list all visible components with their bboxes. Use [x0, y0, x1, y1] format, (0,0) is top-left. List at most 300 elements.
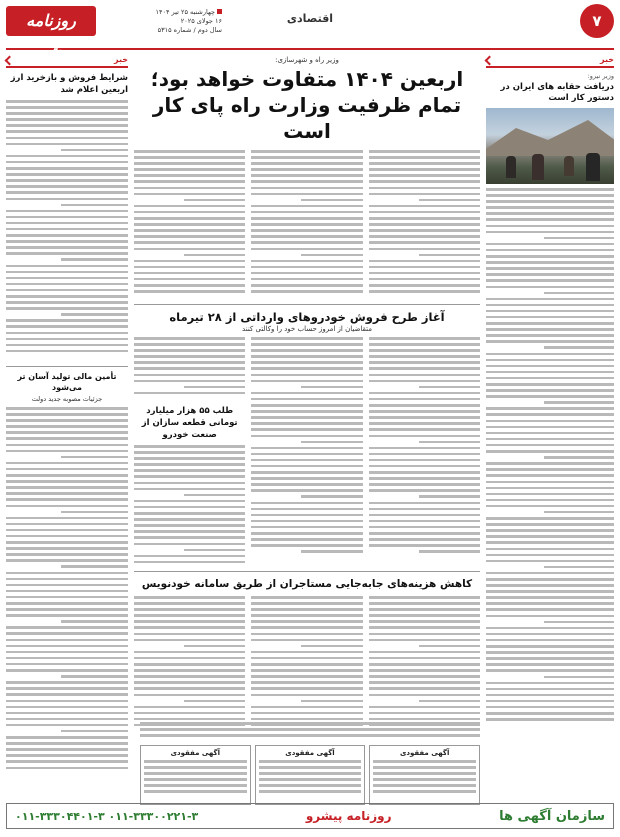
text-line	[486, 322, 614, 325]
text-line	[251, 223, 362, 226]
text-line	[251, 272, 362, 275]
text-line	[486, 334, 614, 337]
text-line	[251, 367, 362, 370]
text-line	[251, 520, 362, 523]
text-line	[6, 307, 128, 310]
text-line	[373, 790, 476, 793]
footer-banner[interactable]	[6, 803, 614, 829]
text-line	[544, 292, 614, 295]
text-line	[486, 340, 614, 343]
text-line	[369, 416, 480, 419]
text-line	[6, 748, 128, 751]
text-line	[251, 266, 362, 269]
text-line	[369, 669, 480, 672]
ad-title: آگهی مفقودی	[170, 749, 221, 757]
text-line	[134, 367, 245, 370]
text-line	[251, 602, 362, 605]
text-line	[6, 706, 128, 709]
page-number: ۷	[580, 4, 614, 38]
text-line	[301, 550, 362, 553]
newspaper-logo[interactable]: روزنامه پیشرو	[6, 6, 96, 36]
text-line	[369, 355, 480, 358]
text-line	[134, 193, 245, 196]
mountain-shape	[486, 116, 614, 156]
text-line	[6, 407, 128, 410]
text-line	[6, 198, 128, 201]
text-line	[486, 353, 614, 356]
text-line	[6, 700, 128, 703]
text-line	[134, 156, 245, 159]
text-line	[6, 450, 128, 453]
text-line	[419, 645, 480, 648]
text-line	[251, 392, 362, 395]
text-line	[251, 626, 362, 629]
text-line	[251, 657, 362, 660]
text-line	[369, 229, 480, 232]
text-line	[544, 511, 614, 514]
text-column	[369, 596, 480, 736]
text-line	[486, 474, 614, 477]
text-line	[251, 361, 362, 364]
text-line	[486, 420, 614, 423]
text-line	[6, 736, 128, 739]
text-line	[369, 477, 480, 480]
text-line	[486, 273, 614, 276]
text-line	[369, 174, 480, 177]
text-line	[6, 712, 128, 715]
text-line	[251, 422, 362, 425]
text-line	[6, 437, 128, 440]
ad-box[interactable]	[255, 745, 366, 805]
text-line	[419, 441, 480, 444]
news-bar	[486, 56, 614, 68]
text-line	[184, 645, 245, 648]
text-line	[369, 180, 480, 183]
text-line	[373, 772, 476, 775]
ad-box[interactable]	[369, 745, 480, 805]
text-line	[419, 386, 480, 389]
text-line	[251, 620, 362, 623]
text-line	[6, 486, 128, 489]
text-line	[134, 706, 245, 709]
sub-kicker: جزئیات مصوبه جدید دولت	[31, 395, 103, 403]
text-line	[6, 498, 128, 501]
text-line	[486, 554, 614, 557]
text-line	[251, 651, 362, 654]
text-line	[486, 541, 614, 544]
text-line	[6, 252, 128, 255]
text-line	[6, 130, 128, 133]
text-line	[369, 272, 480, 275]
text-line	[544, 401, 614, 404]
text-line	[251, 211, 362, 214]
text-line	[369, 162, 480, 165]
text-line	[251, 694, 362, 697]
text-line	[134, 445, 245, 448]
text-line	[6, 350, 128, 353]
text-line	[134, 241, 245, 244]
text-line	[251, 596, 362, 599]
text-line	[251, 241, 362, 244]
text-line	[6, 651, 128, 654]
text-line	[61, 511, 128, 514]
text-line	[6, 283, 128, 286]
text-line	[301, 495, 362, 498]
text-line	[369, 278, 480, 281]
text-line	[6, 590, 128, 593]
text-line	[134, 211, 245, 214]
text-line	[134, 361, 245, 364]
text-line	[6, 301, 128, 304]
text-line	[369, 284, 480, 287]
text-line	[134, 355, 245, 358]
text-line	[369, 681, 480, 684]
text-line	[369, 223, 480, 226]
text-line	[251, 337, 362, 340]
third-article-body	[134, 596, 480, 736]
text-line	[373, 784, 476, 787]
text-line	[134, 639, 245, 642]
text-line	[134, 718, 245, 721]
text-line	[369, 380, 480, 383]
text-line	[6, 344, 128, 347]
text-line	[134, 681, 245, 684]
text-line	[251, 459, 362, 462]
text-line	[6, 663, 128, 666]
main-headline[interactable]	[134, 66, 480, 144]
text-line	[134, 162, 245, 165]
text-line	[486, 645, 614, 648]
text-line	[134, 596, 245, 599]
text-line	[134, 235, 245, 238]
text-line	[373, 766, 476, 769]
divider	[134, 304, 480, 305]
text-line	[486, 468, 614, 471]
text-line	[251, 290, 362, 293]
text-line	[144, 784, 247, 787]
text-line	[486, 669, 614, 672]
text-line	[486, 712, 614, 715]
text-line	[251, 174, 362, 177]
text-line	[486, 682, 614, 685]
text-line	[544, 237, 614, 240]
article-kicker: وزیر نیرو:	[587, 72, 614, 80]
text-line	[369, 639, 480, 642]
center-column	[134, 56, 480, 791]
text-line	[486, 590, 614, 593]
text-line	[486, 651, 614, 654]
footer-paper: روزنامه پیشرو	[305, 809, 392, 823]
text-line	[369, 657, 480, 660]
text-line	[486, 499, 614, 502]
text-line	[369, 428, 480, 431]
text-line	[61, 313, 128, 316]
person-figure	[532, 154, 544, 180]
inset-headline[interactable]: طلب ۵۵ هزار میلیارد تومانی قطعه سازان از صنعت خودرو	[141, 406, 238, 440]
text-line	[6, 602, 128, 605]
text-line	[6, 413, 128, 416]
text-line	[251, 514, 362, 517]
text-line	[369, 290, 480, 293]
text-line	[486, 481, 614, 484]
arrow-icon	[5, 56, 15, 66]
text-line	[251, 526, 362, 529]
text-line	[134, 374, 245, 377]
text-column	[369, 150, 480, 300]
text-line	[6, 614, 128, 617]
divider	[6, 366, 128, 367]
text-line	[486, 316, 614, 319]
text-line	[134, 500, 245, 503]
date-persian: چهارشنبه ۲۵ تیر ۱۴۰۴	[155, 8, 215, 16]
text-line	[6, 462, 128, 465]
text-line	[6, 767, 128, 770]
second-headline[interactable]: کاهش هزینه‌های جابه‌جایی مستاجران از طریق سامانه خودنویس	[141, 578, 473, 590]
text-line	[369, 374, 480, 377]
text-line	[486, 608, 614, 611]
text-line	[369, 361, 480, 364]
text-line	[134, 620, 245, 623]
text-line	[369, 404, 480, 407]
text-column	[134, 596, 245, 736]
text-line	[251, 447, 362, 450]
text-line	[369, 459, 480, 462]
notice-text	[140, 722, 480, 742]
text-line	[369, 248, 480, 251]
text-line	[134, 266, 245, 269]
text-line	[134, 217, 245, 220]
text-line	[134, 337, 245, 340]
text-line	[140, 734, 480, 737]
text-line	[6, 517, 128, 520]
text-line	[486, 602, 614, 605]
text-line	[486, 389, 614, 392]
text-line	[486, 572, 614, 575]
text-column	[251, 337, 362, 567]
text-line	[544, 676, 614, 679]
text-line	[369, 694, 480, 697]
text-line	[251, 205, 362, 208]
text-line	[6, 474, 128, 477]
text-line	[6, 742, 128, 745]
text-line	[259, 766, 362, 769]
main-headline-line1: اربعین ۱۴۰۴ متفاوت خواهد بود؛	[150, 67, 464, 91]
classified-ads	[140, 745, 480, 805]
text-line	[369, 706, 480, 709]
text-line	[134, 633, 245, 636]
text-line	[486, 560, 614, 563]
text-line	[419, 700, 480, 703]
text-line	[251, 681, 362, 684]
text-line	[6, 572, 128, 575]
text-line	[369, 447, 480, 450]
text-line	[301, 199, 362, 202]
text-line	[486, 426, 614, 429]
text-line	[251, 374, 362, 377]
text-line	[369, 687, 480, 690]
text-line	[6, 210, 128, 213]
news-bar-label: خبر	[599, 55, 614, 64]
text-line	[419, 254, 480, 257]
text-line	[251, 416, 362, 419]
text-line	[61, 258, 128, 261]
text-line	[6, 425, 128, 428]
text-line	[134, 555, 245, 558]
text-line	[184, 199, 245, 202]
text-line	[369, 520, 480, 523]
ad-title: آگهی مفقودی	[285, 749, 335, 757]
text-line	[251, 608, 362, 611]
text-line	[6, 578, 128, 581]
person-figure	[506, 156, 516, 178]
text-line	[419, 550, 480, 553]
text-line	[61, 456, 128, 459]
date-gregorian: ۱۶ جولای ۲۰۲۵	[180, 17, 222, 25]
text-line	[6, 608, 128, 611]
text-line	[251, 150, 362, 153]
text-line	[369, 211, 480, 214]
text-line	[251, 435, 362, 438]
text-line	[486, 548, 614, 551]
left-column	[6, 56, 128, 791]
sub-headline[interactable]: آغاز طرح فروش خودروهای وارداتی از ۲۸ تیرماه	[169, 310, 445, 324]
text-line	[486, 413, 614, 416]
text-line	[251, 483, 362, 486]
text-line	[6, 228, 128, 231]
text-line	[486, 493, 614, 496]
text-line	[251, 489, 362, 492]
ad-text	[373, 760, 476, 800]
article-headline[interactable]: شرایط فروش و بازخرید ارز اربعین اعلام شد	[10, 73, 128, 95]
text-line	[486, 438, 614, 441]
text-line	[251, 471, 362, 474]
text-line	[134, 180, 245, 183]
text-line	[251, 278, 362, 281]
text-line	[6, 143, 128, 146]
text-line	[369, 526, 480, 529]
text-line	[251, 712, 362, 715]
text-line	[144, 766, 247, 769]
text-line	[184, 549, 245, 552]
text-line	[369, 712, 480, 715]
text-line	[486, 694, 614, 697]
text-line	[6, 325, 128, 328]
text-line	[6, 277, 128, 280]
text-line	[486, 718, 614, 721]
text-line	[373, 778, 476, 781]
text-line	[251, 235, 362, 238]
text-line	[486, 462, 614, 465]
text-line	[251, 180, 362, 183]
text-line	[486, 700, 614, 703]
text-column	[134, 150, 245, 300]
text-line	[486, 298, 614, 301]
text-line	[134, 512, 245, 515]
text-line	[6, 754, 128, 757]
text-line	[369, 410, 480, 413]
ad-box[interactable]	[140, 745, 251, 805]
article-headline[interactable]: دریافت حقابه های ایران در دستور کار است	[500, 82, 614, 103]
text-line	[301, 645, 362, 648]
text-line	[486, 212, 614, 215]
text-line	[486, 517, 614, 520]
text-line	[6, 179, 128, 182]
text-line	[369, 156, 480, 159]
text-line	[486, 596, 614, 599]
text-line	[486, 657, 614, 660]
footer-phones: ۰۱۱-۳۳۳۰۴۴۰۱-۳ ۰۱۱-۳۳۳۰۰۲۲۱-۳	[15, 809, 199, 823]
sub-headline[interactable]: تأمین مالی تولید آسان تر می‌شود	[17, 372, 117, 392]
text-line	[134, 205, 245, 208]
text-line	[134, 524, 245, 527]
text-line	[6, 112, 128, 115]
text-line	[486, 688, 614, 691]
text-line	[251, 355, 362, 358]
text-line	[6, 289, 128, 292]
text-line	[6, 529, 128, 532]
text-line	[6, 626, 128, 629]
text-column	[251, 150, 362, 300]
text-line	[134, 530, 245, 533]
text-line	[369, 651, 480, 654]
text-line	[486, 279, 614, 282]
text-line	[486, 407, 614, 410]
ad-title: آگهی مفقودی	[399, 749, 450, 757]
text-line	[6, 431, 128, 434]
issue-number: سال دوم / شماره ۵۳۱۵	[157, 26, 222, 34]
text-line	[6, 523, 128, 526]
text-line	[369, 168, 480, 171]
text-line	[369, 633, 480, 636]
text-line	[251, 465, 362, 468]
text-line	[301, 700, 362, 703]
text-line	[134, 343, 245, 346]
text-line	[486, 663, 614, 666]
text-line	[6, 240, 128, 243]
text-line	[6, 718, 128, 721]
text-line	[369, 514, 480, 517]
text-line	[6, 124, 128, 127]
text-line	[486, 310, 614, 313]
text-line	[6, 319, 128, 322]
text-line	[486, 206, 614, 209]
text-line	[251, 633, 362, 636]
text-line	[369, 217, 480, 220]
text-line	[134, 675, 245, 678]
person-figure	[586, 153, 600, 181]
text-line	[486, 450, 614, 453]
date-info	[102, 8, 222, 35]
text-line	[140, 728, 480, 731]
text-line	[144, 790, 247, 793]
text-line	[251, 453, 362, 456]
text-line	[251, 410, 362, 413]
text-line	[134, 536, 245, 539]
text-line	[251, 687, 362, 690]
main-article-body	[134, 150, 480, 300]
text-line	[251, 187, 362, 190]
text-line	[419, 199, 480, 202]
text-line	[251, 193, 362, 196]
text-line	[486, 218, 614, 221]
text-line	[6, 492, 128, 495]
text-line	[369, 392, 480, 395]
text-line	[134, 687, 245, 690]
text-line	[486, 383, 614, 386]
text-line	[61, 149, 128, 152]
text-line	[6, 185, 128, 188]
text-line	[6, 222, 128, 225]
